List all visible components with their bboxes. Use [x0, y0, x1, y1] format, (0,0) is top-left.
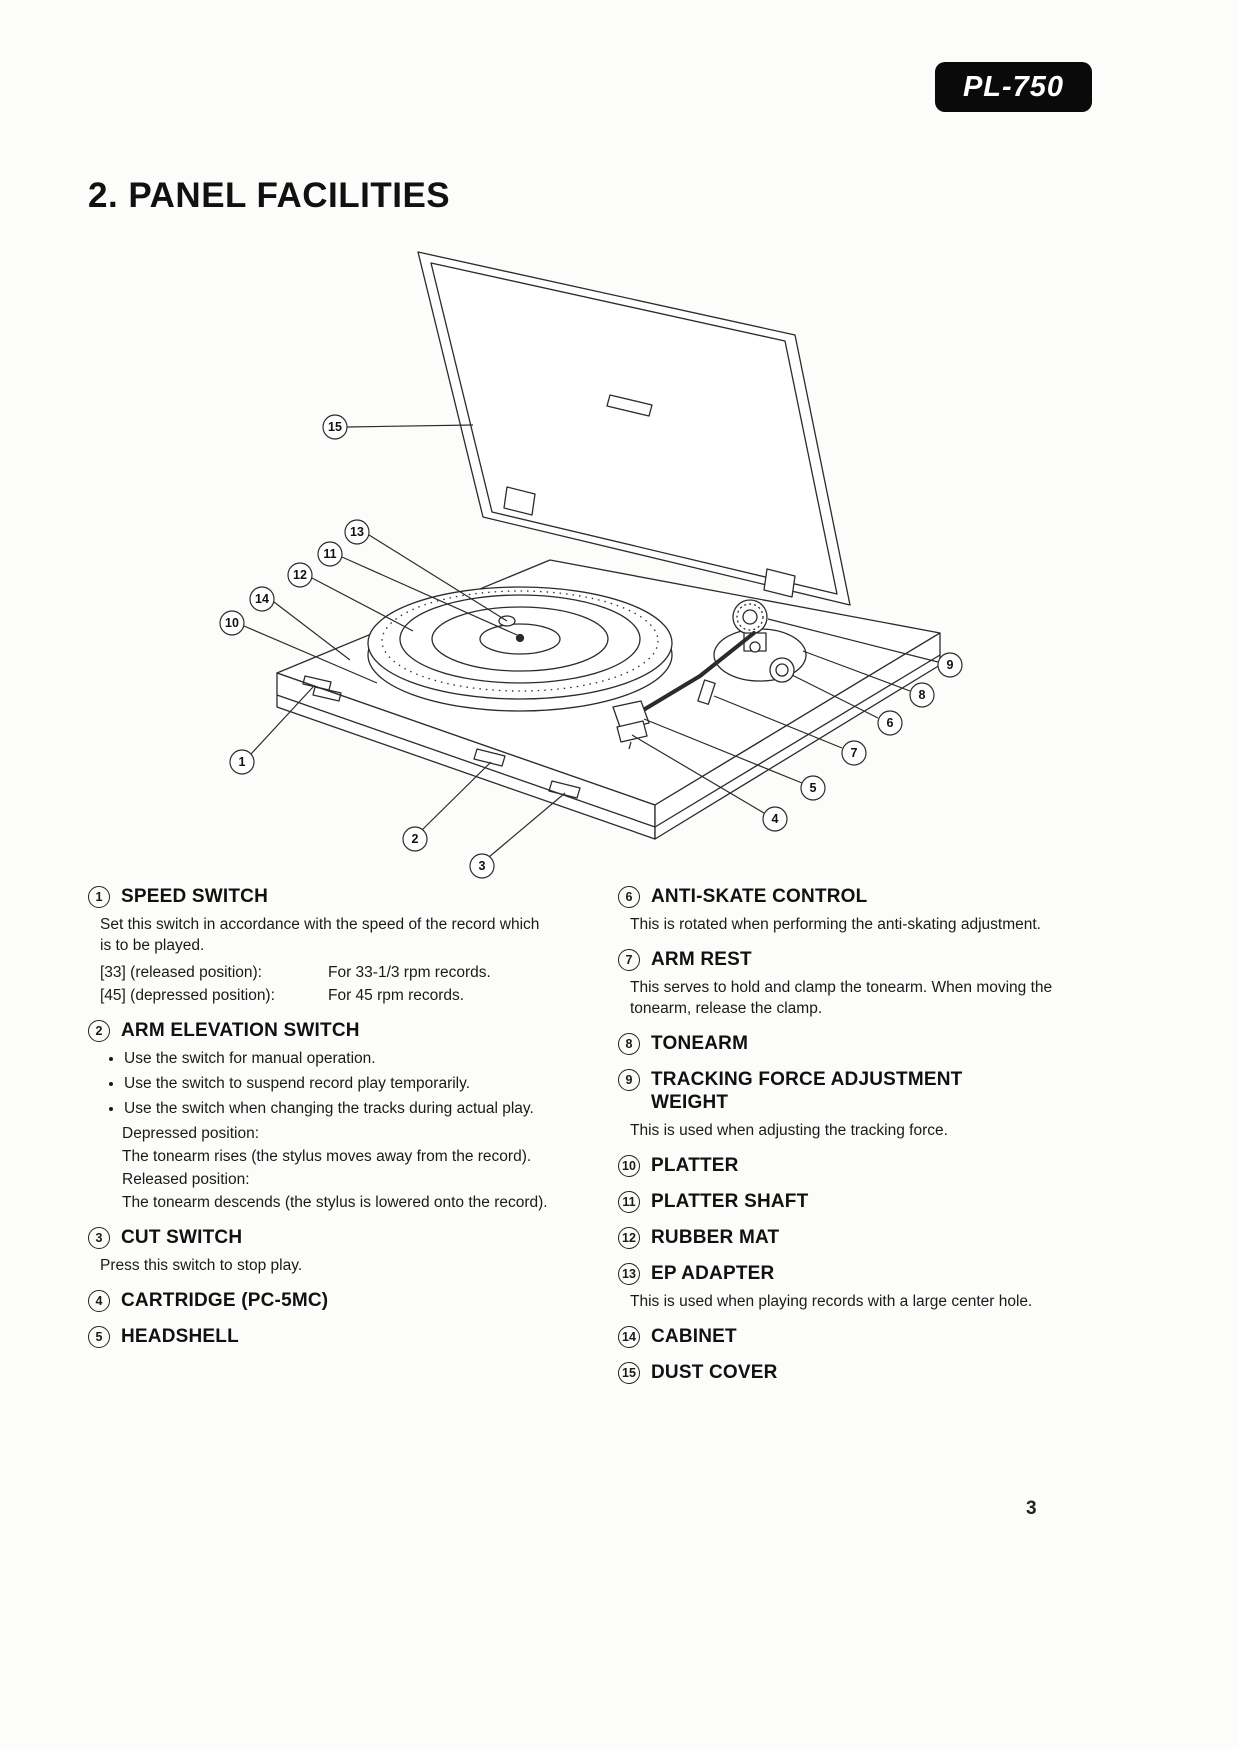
turntable-diagram	[150, 235, 1060, 890]
section-body: Press this switch to stop play.	[100, 1257, 303, 1274]
page-number: 3	[1026, 1498, 1037, 1519]
callout-label: 2	[411, 832, 419, 846]
section-title: ARM REST	[651, 949, 752, 970]
section-heading	[88, 1226, 550, 1249]
callout-label: 7	[850, 746, 858, 760]
page-title: 2. PANEL FACILITIES	[88, 176, 451, 215]
bullet-list	[98, 1048, 550, 1119]
right-column	[618, 885, 1096, 1397]
callout-label: 8	[918, 688, 926, 702]
section-title: CABINET	[651, 1326, 737, 1347]
section-speed-switch	[88, 885, 550, 1006]
bullet-item: • Use the switch when changing the tracks during actual play.	[124, 1098, 550, 1119]
section-title: TRACKING FORCE ADJUSTMENT WEIGHT	[651, 1069, 963, 1113]
spec-row	[100, 962, 550, 983]
callout-label: 11	[323, 547, 337, 561]
bullet-item: • Use the switch for manual operation.	[124, 1048, 550, 1069]
section-body: This is used when playing records with a large center hole.	[630, 1293, 1033, 1310]
item-number-badge: 4	[88, 1290, 110, 1312]
section-body: Set this switch in accordance with the speed of the record which is to be played.	[100, 916, 540, 954]
callout-2	[403, 762, 491, 851]
item-number-badge: 14	[618, 1326, 640, 1348]
callout-3	[470, 793, 565, 878]
position-label: Depressed position:	[122, 1125, 259, 1142]
callout-label: 9	[946, 658, 954, 672]
section-title: DUST COVER	[651, 1362, 778, 1383]
section-title: PLATTER	[651, 1155, 739, 1176]
section-headshell	[88, 1325, 550, 1348]
item-number-badge: 12	[618, 1227, 640, 1249]
model-badge: PL-750	[935, 62, 1092, 112]
section-heading	[618, 1226, 1096, 1249]
section-body: This is used when adjusting the tracking force.	[630, 1122, 948, 1139]
section-heading	[88, 1019, 550, 1042]
bullet-item: • Use the switch to suspend record play temporarily.	[124, 1073, 550, 1094]
section-heading	[88, 885, 550, 908]
section-title: TONEARM	[651, 1033, 749, 1054]
platter-drawing	[368, 587, 672, 711]
section-heading	[88, 1325, 550, 1348]
section-cut-switch	[88, 1226, 550, 1276]
position-description: The tonearm rises (the stylus moves away from the record).	[122, 1148, 532, 1165]
content-columns	[88, 885, 1096, 1397]
callout-label: 12	[293, 568, 307, 582]
spec-value: For 33-1/3 rpm records.	[328, 964, 491, 981]
callout-label: 14	[255, 592, 269, 606]
item-number-badge: 15	[618, 1362, 640, 1384]
section-heading	[618, 1361, 1096, 1384]
left-column	[88, 885, 550, 1397]
position-label: Released position:	[122, 1171, 250, 1188]
callout-15	[323, 415, 473, 439]
section-rubber-mat	[618, 1226, 1096, 1249]
section-heading	[618, 1190, 1096, 1213]
section-tonearm	[618, 1032, 1096, 1055]
section-arm-elevation-switch	[88, 1019, 550, 1213]
section-heading	[618, 948, 1096, 971]
section-title: SPEED SWITCH	[121, 886, 269, 907]
item-number-badge: 5	[88, 1326, 110, 1348]
section-title: RUBBER MAT	[651, 1227, 780, 1248]
section-cabinet	[618, 1325, 1096, 1348]
item-number-badge: 1	[88, 886, 110, 908]
callout-label: 4	[771, 812, 779, 826]
dust-cover-drawing	[418, 252, 850, 605]
item-number-badge: 8	[618, 1033, 640, 1055]
section-heading	[618, 885, 1096, 908]
section-title: HEADSHELL	[121, 1326, 239, 1347]
diagram-container	[150, 235, 1060, 890]
section-title: EP ADAPTER	[651, 1263, 775, 1284]
section-heading	[618, 1262, 1096, 1285]
section-ep-adapter	[618, 1262, 1096, 1312]
section-arm-rest	[618, 948, 1096, 1019]
section-heading	[618, 1032, 1096, 1055]
spec-value: For 45 rpm records.	[328, 987, 465, 1004]
section-anti-skate-control	[618, 885, 1096, 935]
position-description: The tonearm descends (the stylus is lowered onto the record).	[122, 1194, 548, 1211]
spec-row	[100, 985, 550, 1006]
callout-14	[250, 587, 350, 660]
item-number-badge: 10	[618, 1155, 640, 1177]
callout-label: 13	[350, 525, 364, 539]
item-number-badge: 7	[618, 949, 640, 971]
spec-label: [33] (released position):	[100, 964, 262, 981]
callout-12	[288, 563, 413, 631]
section-title: ARM ELEVATION SWITCH	[121, 1020, 360, 1041]
callout-1	[230, 687, 313, 774]
item-number-badge: 3	[88, 1227, 110, 1249]
callout-label: 6	[886, 716, 894, 730]
section-tracking-force-weight	[618, 1068, 1096, 1141]
section-body: This serves to hold and clamp the tonearm. When moving the tonearm, release the clamp.	[630, 979, 1053, 1017]
callout-label: 1	[238, 755, 246, 769]
callout-label: 5	[809, 781, 817, 795]
section-body: This is rotated when performing the anti-skating adjustment.	[630, 916, 1041, 933]
item-number-badge: 9	[618, 1069, 640, 1091]
callout-label: 15	[328, 420, 342, 434]
callout-label: 3	[478, 859, 486, 873]
spec-label: [45] (depressed position):	[100, 987, 275, 1004]
section-platter	[618, 1154, 1096, 1177]
callout-label: 10	[225, 616, 239, 630]
section-title: ANTI-SKATE CONTROL	[651, 886, 868, 907]
section-platter-shaft	[618, 1190, 1096, 1213]
section-heading	[618, 1154, 1096, 1177]
section-cartridge	[88, 1289, 550, 1312]
item-number-badge: 2	[88, 1020, 110, 1042]
item-number-badge: 6	[618, 886, 640, 908]
section-heading	[88, 1289, 550, 1312]
section-title: CUT SWITCH	[121, 1227, 243, 1248]
section-heading	[618, 1325, 1096, 1348]
section-title: PLATTER SHAFT	[651, 1191, 809, 1212]
item-number-badge: 13	[618, 1263, 640, 1285]
section-heading	[618, 1068, 1096, 1114]
section-title: CARTRIDGE (PC-5MC)	[121, 1290, 329, 1311]
section-dust-cover	[618, 1361, 1096, 1384]
item-number-badge: 11	[618, 1191, 640, 1213]
